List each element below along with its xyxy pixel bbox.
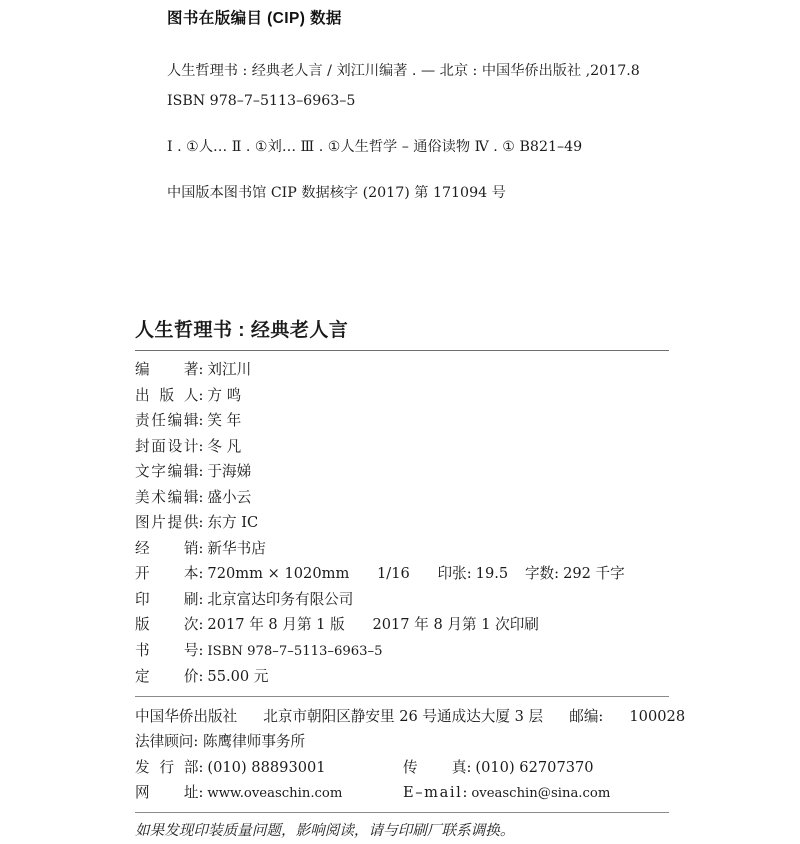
- credit-value: 新华书店: [207, 539, 266, 557]
- legal-advisor-value: 陈鹰律师事务所: [202, 733, 306, 750]
- website-value[interactable]: www.oveaschin.com: [207, 786, 343, 801]
- postcode-value: 100028: [629, 707, 686, 725]
- colon: :: [198, 539, 204, 557]
- spec-row-edition: [135, 612, 669, 638]
- cip-classification-line: Ⅰ . ①人… Ⅱ . ①刘… Ⅲ . ①人生哲学 – 通俗读物 Ⅳ . ① B821–49: [167, 139, 583, 155]
- credit-row-publisher-person: [135, 383, 669, 409]
- credit-value: 笑 年: [207, 412, 242, 429]
- book-title: 人生哲理书 : 经典老人言: [135, 320, 349, 341]
- credit-row-distribution: [135, 536, 669, 562]
- credit-row-image-provider: [135, 510, 669, 536]
- publisher-block: [135, 697, 686, 807]
- email-group: [403, 780, 610, 807]
- fax-group: [403, 755, 594, 781]
- spec-value-sheets: 19.5: [475, 565, 509, 582]
- credit-value: 冬 凡: [207, 437, 242, 455]
- website-label: 网 址: [135, 784, 199, 801]
- cip-block: [167, 6, 707, 208]
- spec-value-impression: 2017 年 8 月第 1 次印刷: [372, 616, 539, 633]
- spec-label-edition: 版 次: [135, 616, 199, 633]
- spec-label-sheets: 印张: [437, 565, 467, 582]
- spec-label-price: 定 价: [135, 668, 199, 685]
- spec-label-words: 字数: [524, 565, 555, 582]
- credit-value: 盛小云: [207, 488, 252, 506]
- fax-value: (010) 62707370: [475, 758, 594, 776]
- spec-value-format-fraction: 1/16: [377, 565, 410, 582]
- credit-value: 于海娣: [207, 463, 252, 480]
- credit-value: 刘江川: [207, 361, 252, 378]
- credit-label: 责 任 编 辑: [135, 412, 199, 429]
- credit-label: 出 版 人: [135, 386, 199, 404]
- colon: :: [198, 668, 204, 685]
- colon: :: [198, 437, 204, 455]
- spec-value-format: 720mm × 1020mm: [207, 565, 350, 582]
- credit-label: 图 片 提 供: [135, 514, 199, 531]
- postcode-label: 邮编:: [569, 707, 604, 725]
- sales-phone-label: 发 行 部: [135, 758, 199, 776]
- credit-row-text-editor: [135, 459, 669, 485]
- cip-entry-line: 人生哲理书 : 经典老人言 / 刘江川编著 . — 北京 : 中国华侨出版社 ,2017.8: [167, 63, 640, 79]
- credit-label: 编 著: [135, 361, 199, 378]
- colon: :: [554, 565, 560, 582]
- spec-value-isbn: ISBN 978–7–5113–6963–5: [207, 643, 383, 659]
- colon: :: [198, 361, 204, 378]
- spec-row-format: [135, 561, 669, 587]
- credit-row-cover-design: [135, 434, 669, 460]
- spec-value-printer: 北京富达印务有限公司: [207, 590, 354, 608]
- legal-advisor-row: [135, 729, 669, 755]
- spec-row-isbn: [135, 638, 669, 665]
- email-value[interactable]: oveaschin@sina.com: [471, 786, 611, 801]
- cip-heading: 图书在版编目 (CIP) 数据: [167, 10, 342, 27]
- credit-label: 经 销: [135, 539, 199, 557]
- colon: :: [198, 514, 204, 531]
- colon: :: [198, 463, 204, 480]
- spec-value-edition: 2017 年 8 月第 1 版: [207, 616, 345, 633]
- colon: :: [198, 488, 204, 506]
- spec-label-isbn: 书 号: [135, 641, 199, 659]
- cip-number-line: 中国版本图书馆 CIP 数据核字 (2017) 第 171094 号: [167, 185, 506, 201]
- credits-list: [135, 351, 669, 561]
- spec-value-price: 55.00 元: [207, 668, 269, 685]
- colon: :: [198, 616, 204, 633]
- spec-row-printer: [135, 587, 669, 613]
- credit-label: 封 面 设 计: [135, 437, 199, 455]
- publisher-address: 北京市朝阳区静安里 26 号通成达大厦 3 层: [263, 707, 544, 725]
- spec-row-price: [135, 664, 669, 690]
- cip-isbn-line: ISBN 978–7–5113–6963–5: [167, 93, 356, 109]
- colon: :: [198, 784, 204, 801]
- fax-label: 传 真: [403, 758, 467, 776]
- spec-label-format: 开 本: [135, 565, 199, 582]
- colon: :: [466, 565, 472, 582]
- credit-label: 美 术 编 辑: [135, 488, 199, 506]
- credit-value: 东方 IC: [207, 514, 259, 531]
- spec-value-words: 292 千字: [563, 565, 625, 582]
- phone-fax-row: [135, 755, 669, 781]
- legal-advisor-label: 法律顾问:: [135, 733, 199, 750]
- colon: :: [462, 784, 468, 801]
- quality-note: 如果发现印装质量问题，影响阅读，请与印刷厂联系调换。: [135, 821, 515, 839]
- website-group: [135, 780, 403, 807]
- colon: :: [198, 641, 204, 659]
- web-email-row: [135, 780, 669, 807]
- colon: :: [198, 590, 204, 608]
- colon: :: [198, 565, 204, 582]
- credit-row-art-editor: [135, 485, 669, 511]
- colon: :: [198, 386, 204, 404]
- credit-value: 方 鸣: [207, 386, 242, 404]
- publisher-name: 中国华侨出版社: [135, 707, 238, 725]
- credit-label: 文 字 编 辑: [135, 463, 199, 480]
- email-label: E–mail: [403, 784, 463, 801]
- colon: :: [466, 758, 472, 776]
- specs-list: [135, 561, 669, 690]
- sales-phone-group: [135, 755, 403, 781]
- colon: :: [198, 412, 204, 429]
- credit-row-responsible-editor: [135, 408, 669, 434]
- colophon-block: [135, 315, 686, 844]
- credit-row-author: [135, 357, 669, 383]
- sales-phone-value: (010) 88893001: [207, 758, 326, 776]
- colon: :: [198, 758, 204, 776]
- spec-label-printer: 印 刷: [135, 590, 199, 608]
- publisher-address-row: [135, 704, 686, 730]
